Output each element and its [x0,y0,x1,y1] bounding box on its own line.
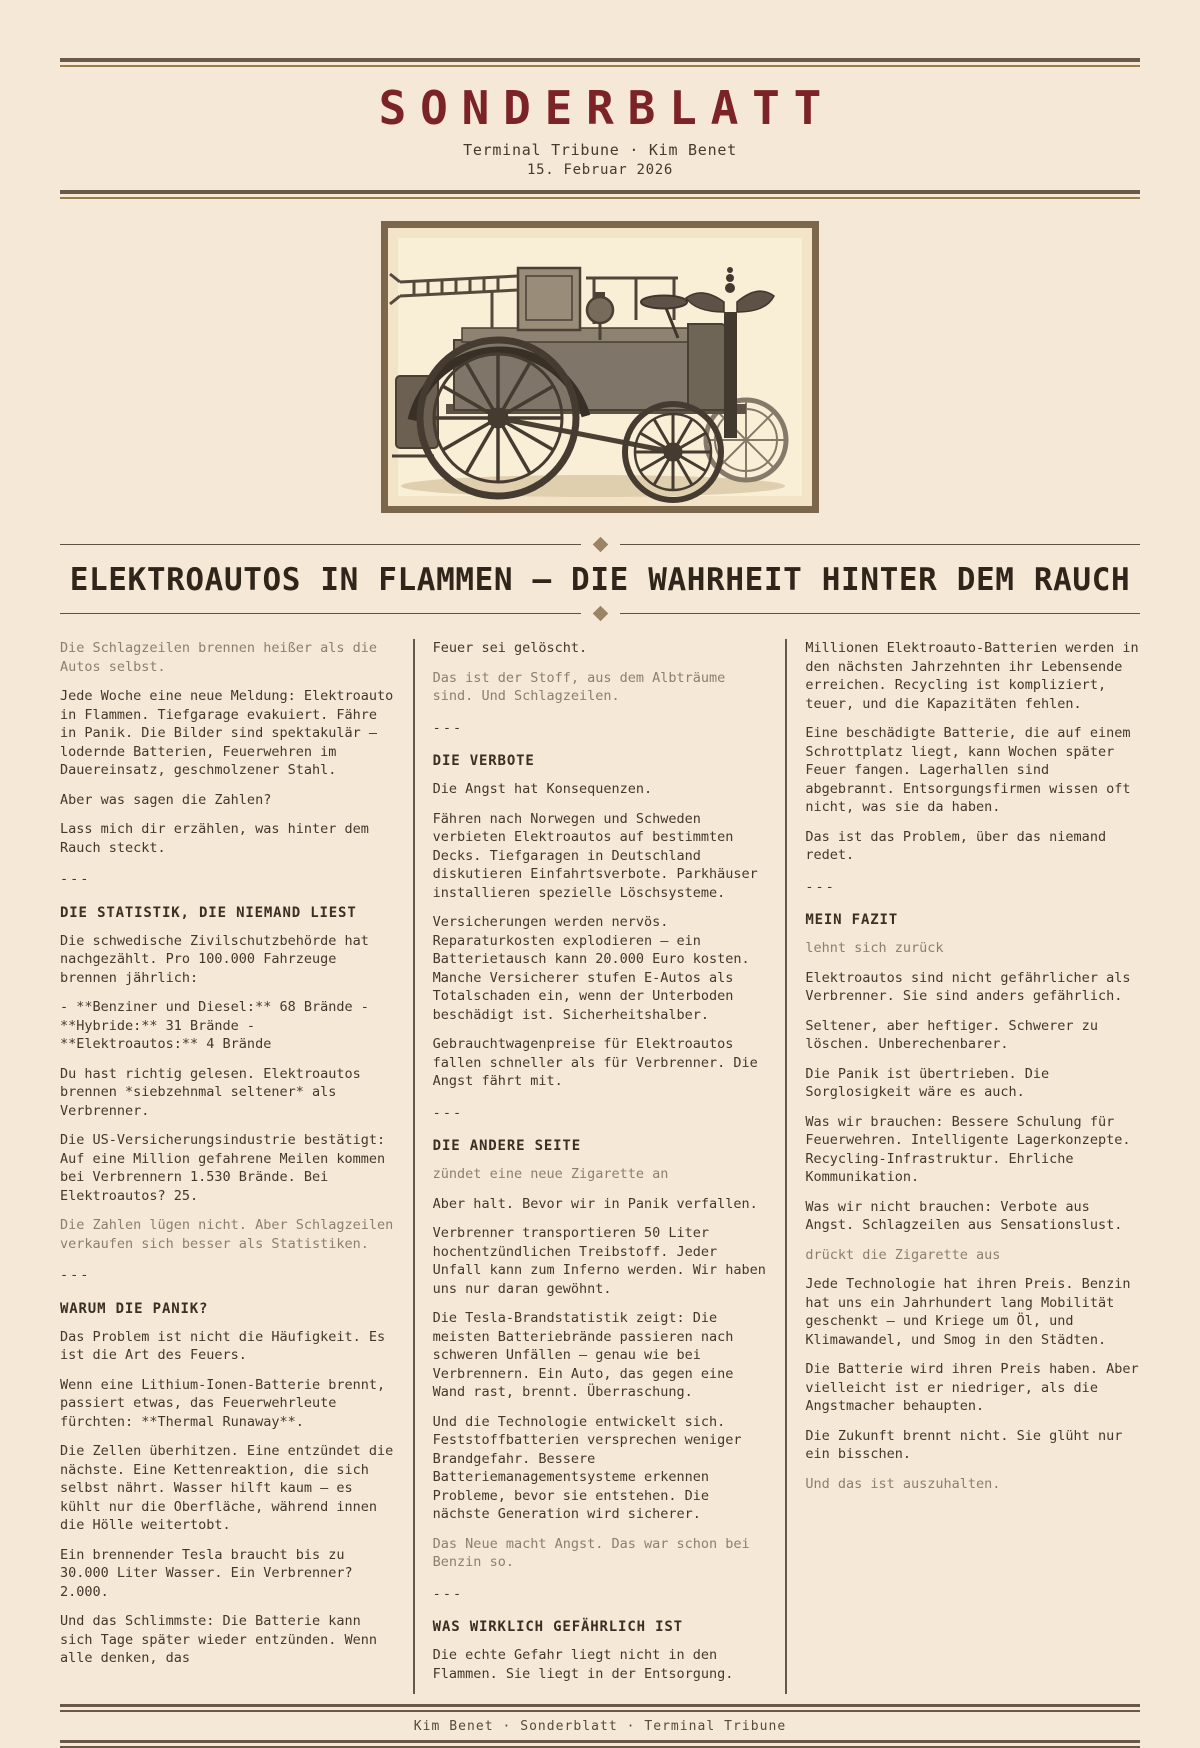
diamond-icon [592,606,608,622]
paragraph: Wenn eine Lithium-Ionen-Batterie brennt, passiert etwas, das Feuerwehrleute fürchten: **Thermal Runaway**. [60,1376,386,1430]
aside-paragraph: Die Schlagzeilen brennen heißer als die Autos selbst. [60,640,377,675]
paragraph: Ein brennender Tesla braucht bis zu 30.000 Liter Wasser. Ein Verbrenner? 2.000. [60,1546,353,1600]
ornament-line [60,613,581,614]
paragraph: Die schwedische Zivilschutzbehörde hat nachgezählt. Pro 100.000 Fahrzeuge brennen jährlich: [60,932,369,986]
diamond-icon [592,537,608,553]
article-headline: ELEKTROAUTOS IN FLAMMEN — DIE WAHRHEIT HINTER DEM RAUCH [69,562,1131,598]
paragraph: Feuer sei gelöscht. [432,640,588,656]
ornament-line [60,544,581,545]
aside-paragraph: Das ist der Stoff, aus dem Albträume sind. Und Schlagzeilen. [432,669,726,704]
paragraph: Die Tesla-Brandstatistik zeigt: Die meisten Batteriebrände passieren nach schweren Unfällen — genau wie bei Verbrennern. Ein Auto, das gegen eine Wand rast, brennt. Überraschung. [432,1310,734,1400]
aside-paragraph: Die Zahlen lügen nicht. Aber Schlagzeilen verkaufen sich besser als Statistiken. [60,1217,394,1252]
section-separator: --- [805,878,836,895]
paragraph: Die echte Gefahr liegt nicht in den Flammen. Sie liegt in der Entsorgung. [432,1647,734,1682]
paragraph: Gebrauchtwagenpreise für Elektroautos fallen schneller als für Verbrenner. Die Angst fährt mit. [432,1036,758,1089]
article-column-1 [60,639,413,1694]
paragraph: Die Angst hat Konsequenzen. [432,781,653,797]
lead-photo [381,221,819,513]
masthead-byline: Terminal Tribune · Kim Benet [463,141,737,159]
section-heading: DIE STATISTIK, DIE NIEMAND LIEST [60,904,357,921]
section-heading: MEIN FAZIT [805,912,899,928]
paragraph: Jede Technologie hat ihren Preis. Benzin hat uns ein Jahrhundert lang Mobilität geschenkt — und Kriege um Öl, und Klimawandel, und Smog in den Städten. [805,1276,1131,1348]
paragraph: Das Problem ist nicht die Häufigkeit. Es ist die Art des Feuers. [60,1328,386,1363]
footer-top-rule [60,1704,1140,1712]
section-heading: WAS WIRKLICH GEFÄHRLICH IST [432,1619,683,1635]
footer-bottom-rule [60,1740,1140,1748]
article-column-3 [785,639,1140,1694]
aside-paragraph: Und das ist auszuhalten. [805,1475,1001,1492]
ornament-divider-bottom [60,608,1140,619]
article-body [60,639,1140,1694]
paragraph: Die Batterie wird ihren Preis haben. Aber vielleicht ist er niedriger, als die Angstmacher behaupten. [805,1361,1139,1414]
masthead [60,81,1140,178]
section-separator: --- [432,1585,464,1602]
aside-paragraph: Das Neue macht Angst. Das war schon bei Benzin so. [432,1535,750,1570]
masthead-bottom-rule [60,190,1140,199]
paragraph: Was wir nicht brauchen: Verbote aus Angst. Schlagzeilen aus Sensationslust. [805,1198,1123,1233]
paragraph: Das ist das Problem, über das niemand redet. [805,828,1107,863]
paragraph: Elektroautos sind nicht gefährlicher als Verbrenner. Sie sind anders gefährlich. [805,969,1131,1004]
section-heading: DIE ANDERE SEITE [432,1138,581,1154]
paragraph: Die US-Versicherungsindustrie bestätigt: Auf eine Million gefahrene Meilen kommen bei Verbrennern 1.530 Brände. Bei Elektroautos? 25. [60,1132,386,1204]
paragraph: Du hast richtig gelesen. Elektroautos brennen *siebzehnmal seltener* als Verbrenner. [60,1065,361,1119]
section-separator: --- [60,1267,91,1283]
section-heading: WARUM DIE PANIK? [60,1300,209,1317]
paragraph: Die Zellen überhitzen. Eine entzündet die nächste. Eine Kettenreaktion, die sich selbst nährt. Wasser hilft kaum — es kühlt nur die Oberfläche, während innen die Hölle weitertobt. [60,1443,394,1533]
top-double-rule [60,58,1140,67]
page-footer [60,1704,1140,1748]
section-heading: DIE VERBOTE [432,753,535,769]
paragraph: Und die Technologie entwickelt sich. Feststoffbatterien versprechen weniger Brandgefahr. Bessere Batteriemanagementsysteme erkennen Probleme, bevor sie entstehen. Die nächste Generation wird sicherer. [432,1413,742,1522]
paragraph: - **Benziner und Diesel:** 68 Brände - **Hybride:** 31 Brände - **Elektroautos:** 4 Brände [60,999,369,1052]
aside-paragraph: zündet eine neue Zigarette an [432,1166,669,1182]
footer-byline: Kim Benet · Sonderblatt · Terminal Tribune [413,1719,787,1734]
paragraph: Fähren nach Norwegen und Schweden verbieten Elektroautos auf bestimmten Decks. Tiefgaragen in Deutschland diskutieren Einfahrtsverbote. Parkhäuser installieren spezielle Löschsysteme. [432,810,758,901]
aside-paragraph: lehnt sich zurück [805,940,944,956]
ornament-line [620,613,1141,614]
paragraph: Eine beschädigte Batterie, die auf einem Schrottplatz liegt, kann Wochen später Feuer fangen. Lagerhallen sind abgebrannt. Entsorgungsfirmen wissen oft nicht, was sie da haben. [805,725,1131,815]
ornament-line [620,544,1141,545]
paragraph: Was wir brauchen: Bessere Schulung für Feuerwehren. Intelligente Lagerkonzepte. Recycling-Infrastruktur. Ehrliche Kommunikation. [805,1113,1131,1185]
aside-paragraph: drückt die Zigarette aus [805,1246,1001,1263]
paragraph: Aber halt. Bevor wir in Panik verfallen. [432,1195,758,1212]
paragraph: Seltener, aber heftiger. Schwerer zu löschen. Unberechenbarer. [805,1017,1098,1052]
paragraph: Versicherungen werden nervös. Reparaturkosten explodieren — ein Batterietausch kann 20.000 Euro kosten. Manche Versicherer stufen E-Autos als Totalschaden ein, wenn der Unterboden beschädigt ist. Sicherheitshalber. [432,914,750,1023]
paragraph: Die Zukunft brennt nicht. Sie glüht nur ein bisschen. [805,1427,1123,1462]
paragraph: Jede Woche eine neue Meldung: Elektroauto in Flammen. Tiefgarage evakuiert. Fähre in Panik. Die Bilder sind spektakulär — lodernde Batterien, Feuerwehren im Dauereinsatz, geschmolzener Stahl. [60,688,394,778]
section-separator: --- [60,871,91,887]
paragraph: Lass mich dir erzählen, was hinter dem Rauch steckt. [60,821,369,856]
paragraph: Die Panik ist übertrieben. Die Sorglosigkeit wäre es auch. [805,1065,1050,1100]
paragraph: Und das Schlimmste: Die Batterie kann sich Tage später wieder entzünden. Wenn alle denken, das [60,1613,377,1666]
vintage-fire-engine-illustration [388,228,812,506]
paragraph: Verbrenner transportieren 50 Liter hochentzündlichen Treibstoff. Jeder Unfall kann zum Inferno werden. Wir haben uns nur daran gewöhnt. [432,1225,766,1297]
ornament-divider-top [60,539,1140,550]
section-separator: --- [432,1104,464,1121]
masthead-title: SONDERBLATT [378,81,836,135]
article-column-2 [413,639,786,1694]
masthead-date: 15. Februar 2026 [526,162,674,178]
section-separator: --- [432,719,464,736]
paragraph: Millionen Elektroauto-Batterien werden in den nächsten Jahrzehnten ihr Lebensende erreichen. Recycling ist kompliziert, teuer, und die Kapazitäten fehlen. [805,640,1139,712]
paragraph: Aber was sagen die Zahlen? [60,791,272,808]
